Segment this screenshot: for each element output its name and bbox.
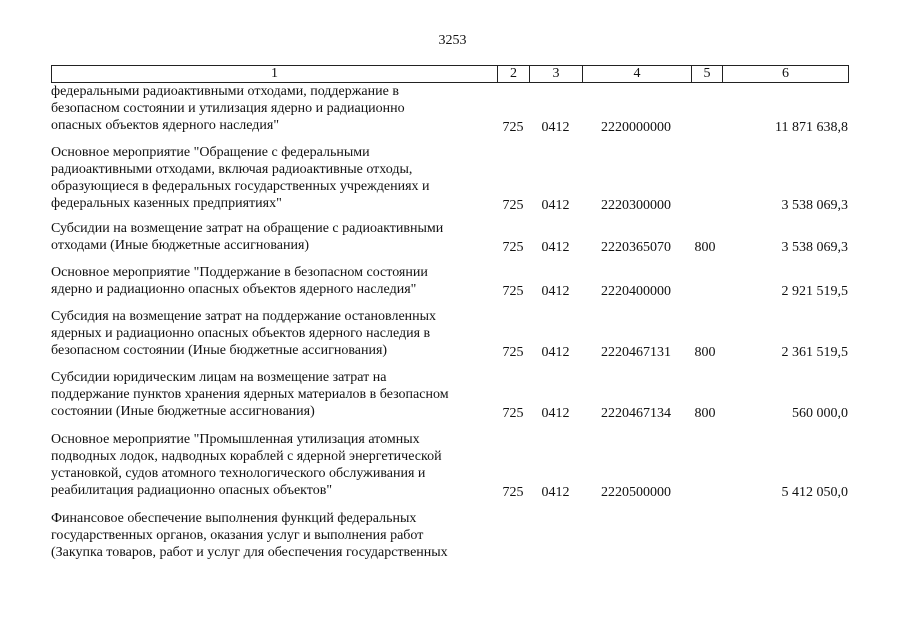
section-code: 0412 bbox=[541, 485, 570, 500]
table-row bbox=[0, 308, 905, 361]
ministry-code: 725 bbox=[502, 284, 524, 299]
header-col-6: 6 bbox=[722, 66, 848, 82]
amount: 2 361 519,5 bbox=[781, 345, 848, 360]
description-line: реабилитация радиационно опасных объектов" bbox=[51, 483, 333, 498]
amount: 5 412 050,0 bbox=[781, 485, 848, 500]
description-line: Финансовое обеспечение выполнения функций федеральных bbox=[51, 511, 417, 526]
table-row bbox=[0, 144, 905, 214]
table-row bbox=[0, 220, 905, 256]
amount: 2 921 519,5 bbox=[781, 284, 848, 299]
description-line: Субсидия на возмещение затрат на поддержание остановленных bbox=[51, 309, 437, 324]
section-code: 0412 bbox=[541, 198, 570, 213]
description-line: Основное мероприятие "Промышленная утилизация атомных bbox=[51, 432, 420, 447]
description-line: государственных органов, оказания услуг и выполнения работ bbox=[51, 528, 424, 543]
description-line: безопасном состоянии и утилизация ядерно и радиационно bbox=[51, 101, 405, 116]
description-line: ядерных и радиационно опасных объектов ядерного наследия в bbox=[51, 326, 431, 341]
row-description bbox=[51, 308, 488, 359]
header-col-5: 5 bbox=[691, 66, 722, 82]
ministry-code: 725 bbox=[502, 198, 524, 213]
table-row bbox=[0, 510, 905, 563]
description-line: ядерно и радиационно опасных объектов ядерного наследия" bbox=[51, 282, 417, 297]
expense-type: 800 bbox=[694, 240, 716, 255]
row-description bbox=[51, 369, 488, 420]
expense-type: 800 bbox=[694, 406, 716, 421]
description-line: (Закупка товаров, работ и услуг для обеспечения государственных bbox=[51, 545, 448, 560]
description-line: федеральными радиоактивными отходами, поддержание в bbox=[51, 84, 399, 99]
table-row bbox=[0, 264, 905, 300]
target-article: 2220467134 bbox=[601, 406, 671, 421]
target-article: 2220365070 bbox=[601, 240, 671, 255]
ministry-code: 725 bbox=[502, 345, 524, 360]
expense-type: 800 bbox=[694, 345, 716, 360]
description-line: отходами (Иные бюджетные ассигнования) bbox=[51, 238, 310, 253]
target-article: 2220400000 bbox=[601, 284, 671, 299]
ministry-code: 725 bbox=[502, 406, 524, 421]
amount: 3 538 069,3 bbox=[781, 240, 848, 255]
target-article: 2220300000 bbox=[601, 198, 671, 213]
page-number: 3253 bbox=[438, 33, 467, 48]
amount: 560 000,0 bbox=[792, 406, 848, 421]
amount: 11 871 638,8 bbox=[775, 120, 848, 135]
description-line: подводных лодок, надводных кораблей с ядерной энергетической bbox=[51, 449, 442, 464]
description-line: Субсидии юридическим лицам на возмещение затрат на bbox=[51, 370, 387, 385]
description-line: состоянии (Иные бюджетные ассигнования) bbox=[51, 404, 315, 419]
row-description bbox=[51, 83, 488, 134]
section-code: 0412 bbox=[541, 284, 570, 299]
description-line: радиоактивными отходами, включая радиоактивные отходы, bbox=[51, 162, 413, 177]
description-line: Основное мероприятие "Обращение с федеральными bbox=[51, 145, 370, 160]
ministry-code: 725 bbox=[502, 120, 524, 135]
amount: 3 538 069,3 bbox=[781, 198, 848, 213]
table-header bbox=[51, 65, 849, 83]
description-line: безопасном состоянии (Иные бюджетные ассигнования) bbox=[51, 343, 388, 358]
table-row bbox=[0, 83, 905, 136]
target-article: 2220000000 bbox=[601, 120, 671, 135]
section-code: 0412 bbox=[541, 406, 570, 421]
description-line: Основное мероприятие "Поддержание в безопасном состоянии bbox=[51, 265, 428, 280]
row-description bbox=[51, 220, 488, 254]
target-article: 2220467131 bbox=[601, 345, 671, 360]
description-line: опасных объектов ядерного наследия" bbox=[51, 118, 280, 133]
header-col-1: 1 bbox=[271, 66, 278, 81]
ministry-code: 725 bbox=[502, 240, 524, 255]
description-line: поддержание пунктов хранения ядерных материалов в безопасном bbox=[51, 387, 449, 402]
header-col-3: 3 bbox=[529, 66, 582, 82]
row-description bbox=[51, 431, 488, 499]
row-description bbox=[51, 510, 488, 561]
section-code: 0412 bbox=[541, 240, 570, 255]
header-col-4: 4 bbox=[582, 66, 691, 82]
description-line: образующиеся в федеральных государственных учреждениях и bbox=[51, 179, 430, 194]
ministry-code: 725 bbox=[502, 485, 524, 500]
header-col-2: 2 bbox=[497, 66, 529, 82]
section-code: 0412 bbox=[541, 345, 570, 360]
description-line: установкой, судов атомного технологического обслуживания и bbox=[51, 466, 426, 481]
description-line: федеральных казенных предприятиях" bbox=[51, 196, 282, 211]
row-description bbox=[51, 264, 488, 298]
section-code: 0412 bbox=[541, 120, 570, 135]
target-article: 2220500000 bbox=[601, 485, 671, 500]
table-row bbox=[0, 431, 905, 501]
row-description bbox=[51, 144, 488, 212]
table-row bbox=[0, 369, 905, 422]
description-line: Субсидии на возмещение затрат на обращение с радиоактивными bbox=[51, 221, 444, 236]
